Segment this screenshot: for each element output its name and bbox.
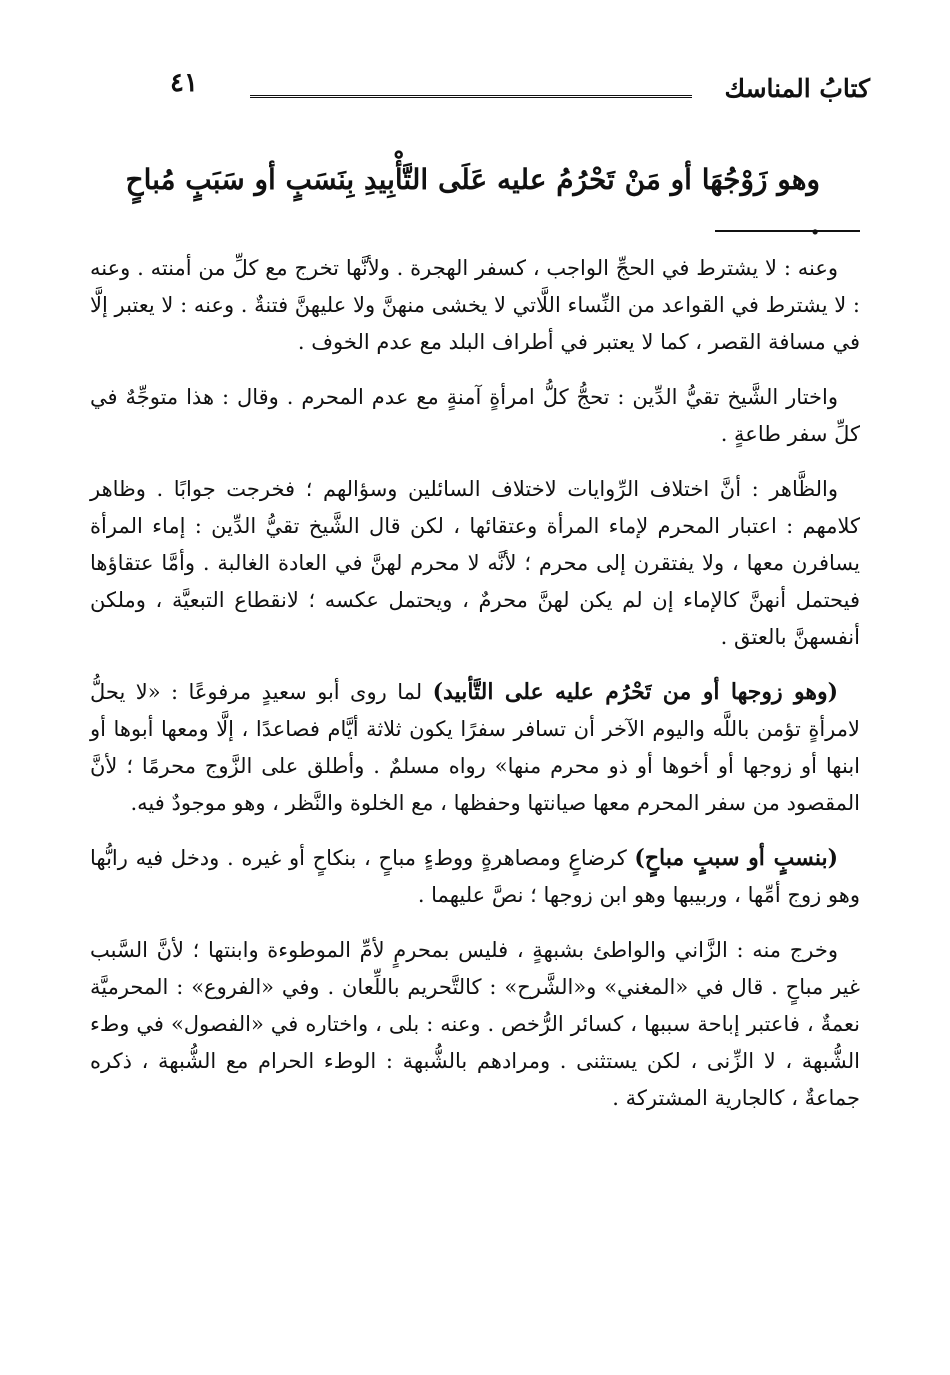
matn-quote: (وهو زوجها أو من تَحْرُم عليه على التَّأبيد) [432, 679, 839, 705]
commentary-text: لما روى أبو سعيدٍ مرفوعًا : «لا يحلُّ لامرأةٍ تؤمن باللَّه واليوم الآخر أن تسافر سفرًا يكون ثلاثة أيَّام فصاعدًا ، إلَّا ومعها أبوها أو ابنها أو زوجها أو أخوها أو ذو محرم منها» رواه مسلمٌ . وأطلق على الزَّوج محرمًا ؛ لأنَّ المقصود من سفر المحرم معها صيانتها وحفظها ، مع الخلوة والنَّظر ، وهو موجودٌ فيه. [90, 680, 860, 815]
matn-quote: (بنسبٍ أو سببٍ مباحٍ) [634, 845, 838, 871]
header-rule [250, 95, 692, 98]
commentary-paragraph [90, 840, 860, 914]
footnote-separator [715, 230, 860, 232]
commentary-paragraph [90, 674, 860, 822]
matn-text: وهو زَوْجُهَا أو مَنْ تَحْرُمُ عليه عَلَى التَّأْبِيدِ بِنَسَبٍ أو سَبَبٍ مُباحٍ . [125, 163, 820, 241]
page-number: ٤١ [170, 68, 198, 98]
commentary-paragraph: واختار الشَّيخ تقيُّ الدِّين : تحجُّ كلُّ امرأةٍ آمنةٍ مع عدم المحرم . وقال : هذا متوجِّهٌ في كلِّ سفر طاعةٍ . [90, 385, 860, 446]
commentary-paragraph: والظَّاهر : أنَّ اختلاف الرِّوايات لاختلاف السائلين وسؤالهم ؛ فخرجت جوابًا . وظاهر كلامهم : اعتبار المحرم لإماء المرأة وعتقائها ، لكن قال الشَّيخ تقيُّ الدِّين : إماء المرأة يسافرن معها ، ولا يفتقرن إلى محرم ؛ لأنَّه لا محرم لهنَّ في العادة الغالبة . وأمَّا عتقاؤها فيحتمل أنهنَّ كالإماء إن لم يكن لهنَّ محرمٌ ، ويحتمل عكسه ؛ لانقطاع التبعيَّة ، وملكن أنفسهنَّ بالعتق . [90, 477, 860, 649]
commentary-paragraph: وخرج منه : الزَّاني والواطئ بشبهةٍ ، فليس بمحرمٍ لأمِّ الموطوءة وابنتها ؛ لأنَّ السَّبب غير مباحٍ . قال في «المغني» و«الشَّرح» : كالتَّحريم باللِّعان . وفي «الفروع» : المحرميَّة نعمةٌ ، فاعتبر إباحة سببها ، كسائر الرُّخص . وعنه : بلى ، واختاره في «الفصول» في وطء الشُّبهة ، لا الزِّنى ، لكن يستثنى . ومرادهم بالشُّبهة : الوطء الحرام مع الشُّبهة ، ذكره جماعةٌ ، كالجارية المشتركة . [90, 938, 860, 1110]
commentary-paragraph: وعنه : لا يشترط في الحجِّ الواجب ، كسفر الهجرة . ولأنَّها تخرج مع كلِّ من أمنته . وعنه : لا يشترط في القواعد من النِّساء اللَّاتي لا يخشى منهنَّ ولا عليهنَّ فتنةٌ . وعنه : لا يعتبر إلَّا في مسافة القصر ، كما لا يعتبر في أطراف البلد مع عدم الخوف . [90, 256, 860, 354]
commentary-text: كرضاعٍ ومصاهرةٍ ووطءٍ مباحٍ ، بنكاحٍ أو غيره . ودخل فيه رابُّها وهو زوج أمِّها ، وربيبها وهو ابن زوجها ؛ نصَّ عليهما . [90, 846, 860, 907]
running-title: كتابُ المناسك [724, 74, 870, 103]
page-header [170, 68, 870, 108]
commentary [90, 250, 860, 1135]
